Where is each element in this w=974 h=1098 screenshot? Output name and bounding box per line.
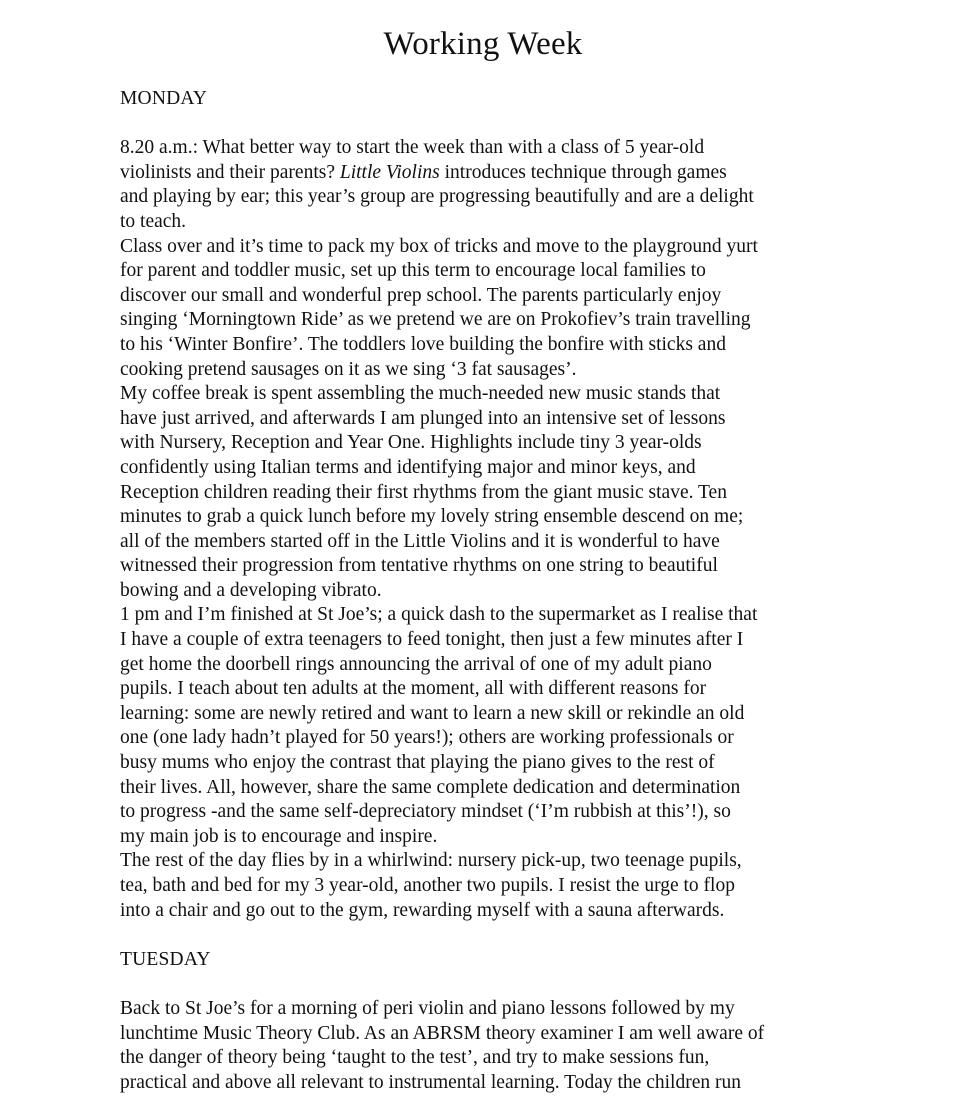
monday-paragraph-2: Class over and it’s time to pack my box of tricks and move to the playground yurt for parent and toddler music, set up this term to encourage local families to discover our small and wonderful prep school. The parents particularly enjoy singing ‘Morningtown Ride’ as we pretend we are on Prokofiev’s train travelling to his ‘Winter Bonfire’. The toddlers love building the bonfire with sticks and cooking pretend sausages on it as we sing ‘3 fat sausages’. — [120, 235, 758, 380]
monday-p1-text-end: introduces technique through games and playing by ear; this year’s group are progressing beautifully and are a delight to teach. — [120, 161, 754, 232]
monday-p1-text-start: 8.20 a.m.: What better way to start the week than with a class of 5 year-old violinists and their parents? — [120, 137, 705, 183]
monday-paragraph-5: The rest of the day flies by in a whirlwind: nursery pick-up, two teenage pupils, tea, bath and bed for my 3 year-old, another two pupils. I resist the urge to flop into a chair and go out to the gym, rewarding myself with a sauna afterwards. — [120, 850, 742, 921]
document-title: Working Week — [383, 26, 583, 62]
monday-paragraph-1 — [120, 136, 860, 234]
little-violins-title: Little Violins — [339, 161, 440, 183]
tuesday-heading: TUESDAY — [120, 948, 211, 970]
monday-paragraph-3: My coffee break is spent assembling the much-needed new music stands that have just arrived, and afterwards I am plunged into an intensive set of lessons with Nursery, Reception and Year One. Highlights include tiny 3 year-olds confidently using Italian terms and identifying major and minor keys, and Reception children reading their first rhythms from the giant music stave. Ten minutes to grab a quick lunch before my lovely string ensemble descend on me; all of the members started off in the Little Violins and it is wonderful to have witnessed their progression from tentative rhythms on one string to beautiful bowing and a developing vibrato. — [120, 383, 744, 601]
tuesday-paragraph-1: Back to St Joe’s for a morning of peri violin and piano lessons followed by my lunchtime Music Theory Club. As an ABRSM theory examiner I am well aware of the danger of theory being ‘taught to the test’, and try to make sessions fun, practical and above all relevant to instrumental learning. Today the children run — [120, 997, 765, 1093]
document-page — [120, 0, 860, 1095]
monday-heading: MONDAY — [120, 88, 208, 109]
monday-paragraph-4: 1 pm and I’m finished at St Joe’s; a quick dash to the supermarket as I realise that I have a couple of extra teenagers to feed tonight, then just a few minutes after I get home the doorbell rings announcing the arrival of one of my adult piano pupils. I teach about ten adults at the moment, all with different reasons for learning: some are newly retired and want to learn a new skill or rekindle an old one (one lady hadn’t played for 50 years!); others are working professionals or busy mums who enjoy the contrast that playing the piano gives to the rest of their lives. All, however, share the same complete dedication and determination to progress -and the same self-depreciatory mindset (‘I’m rubbish at this’!), so my main job is to encourage and inspire. — [120, 604, 758, 847]
